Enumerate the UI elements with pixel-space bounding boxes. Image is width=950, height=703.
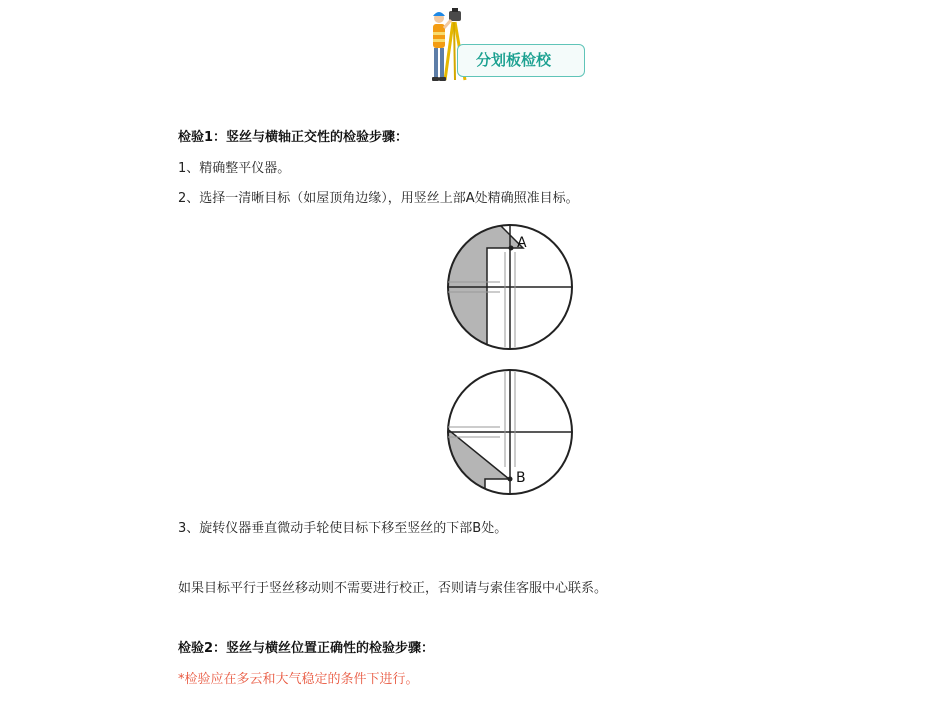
step-2-text: 2、选择一清晰目标（如屋顶角边缘），用竖丝上部A处精确照准目标。 [178,191,579,206]
section1-heading: 检验1：竖丝与横轴正交性的检验步骤： [178,130,409,145]
point-a-label: A [517,235,527,251]
section2-heading: 检验2：竖丝与横丝位置正确性的检验步骤： [178,641,435,656]
point-b-label: B [516,470,526,486]
step-1-text: 1、精确整平仪器。 [178,161,291,176]
warning-note: *检验应在多云和大气稳定的条件下进行。 [178,672,419,687]
reticle-figure-b [445,367,575,497]
section-header [425,8,595,84]
step-3-text: 3、旋转仪器垂直微动手轮使目标下移至竖丝的下部B处。 [178,521,508,536]
reticle-figure-a [445,222,575,352]
result-note: 如果目标平行于竖丝移动则不需要进行校正，否则请与索佳客服中心联系。 [178,581,608,596]
section-title-badge: 分划板检校 [457,44,585,77]
